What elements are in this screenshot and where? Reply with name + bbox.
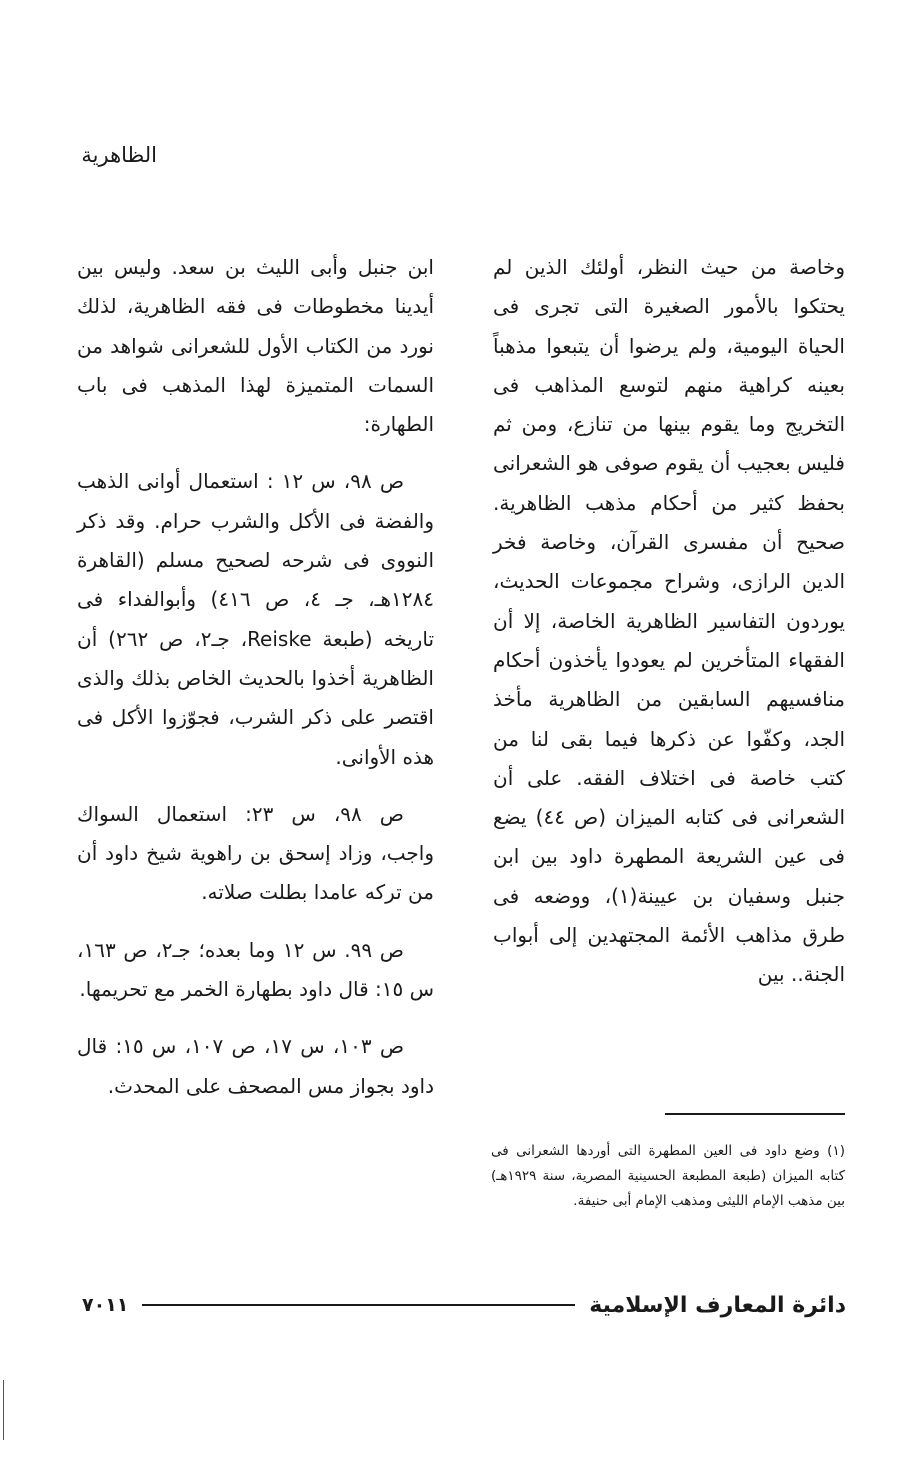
left-paragraph-mushaf: ص ١٠٣، س ١٧، ص ١٠٧، س ١٥: قال داود بجواز مس المصحف على المحدث.	[77, 1034, 434, 1098]
right-text-column	[493, 248, 845, 995]
footnote-divider	[665, 1113, 845, 1115]
page-footer	[82, 1290, 846, 1320]
left-text-column	[77, 248, 434, 1106]
right-column-paragraph: وخاصة من حيث النظر، أولئك الذين لم يحتكوا بالأمور الصغيرة التى تجرى فى الحياة اليومية، ولم يرضوا أن يتبعوا مذهباً بعينه كراهية منهم لتوسع المذاهب فى التخريج وما يقوم بينها من تنازع، ومن ثم فليس بعجيب أن يقوم صوفى هو الشعرانى بحفظ كثير من أحكام مذهب الظاهرية. صحيح أن مفسرى القرآن، وخاصة فخر الدين الرازى، وشراح مجموعات الحديث، يوردون التفاسير الظاهرية الخاصة، إلا أن الفقهاء المتأخرين لم يعودوا يأخذون أحكام منافسيهم السابقين من الظاهرية مأخذ الجد، وكفّوا عن ذكرها فيما بقى لنا من كتب خاصة فى اختلاف الفقه. على أن الشعرانى فى كتابه الميزان (ص ٤٤) يضع فى عين الشريعة المطهرة داود بين ابن جنبل وسفيان بن عيينة(١)، ووضعه فى طرق مذاهب الأئمة المجتهدين إلى أبواب الجنة.. بين	[493, 255, 846, 987]
scan-edge-mark	[3, 1380, 4, 1440]
left-paragraph-intro: ابن جنبل وأبى الليث بن سعد. وليس بين أيدينا مخطوطات فى فقه الظاهرية، لذلك نورد من الكتاب الأول للشعرانى شواهد من السمات المتميزة لهذا المذهب فى باب الطهارة:	[77, 255, 434, 437]
footer-page-number: ٧٠١١	[82, 1294, 129, 1316]
left-paragraph-gold-silver: ص ٩٨، س ١٢ : استعمال أوانى الذهب والفضة فى الأكل والشرب حرام. وقد ذكر النووى فى شرحه لصحيح مسلم (القاهرة ١٢٨٤هـ، جـ ٤، ص ٤١٦) وأبوالفداء فى تاريخه (طبعة Reiske، جـ٢، ص ٢٦٢) أن الظاهرية أخذوا بالحديث الخاص بذلك والذى اقتصر على ذكر الشرب، فجوّزوا الأكل فى هذه الأوانى.	[77, 469, 435, 769]
page-header-title: الظاهرية	[81, 143, 157, 167]
left-paragraph-siwak: ص ٩٨، س ٢٣: استعمال السواك واجب، وزاد إسحق بن راهوية شيخ داود أن من تركه عامدا بطلت صلاته.	[77, 801, 434, 905]
left-paragraph-wine: ص ٩٩. س ١٢ وما بعده؛ جـ٢، ص ١٦٣، س ١٥: قال داود بطهارة الخمر مع تحريمها.	[77, 937, 434, 1002]
footer-journal-title: دائرة المعارف الإسلامية	[589, 1292, 846, 1318]
footer-rule	[142, 1304, 575, 1306]
footnote: (١) وضع داود فى العين المطهرة التى أوردها الشعرانى فى كتابه الميزان (طبعة المطبعة الحسينية المصرية، سنة ١٩٢٩هـ) بين مذهب الإمام الليثى ومذهب الإمام أبى حنيفة.	[491, 1143, 845, 1209]
